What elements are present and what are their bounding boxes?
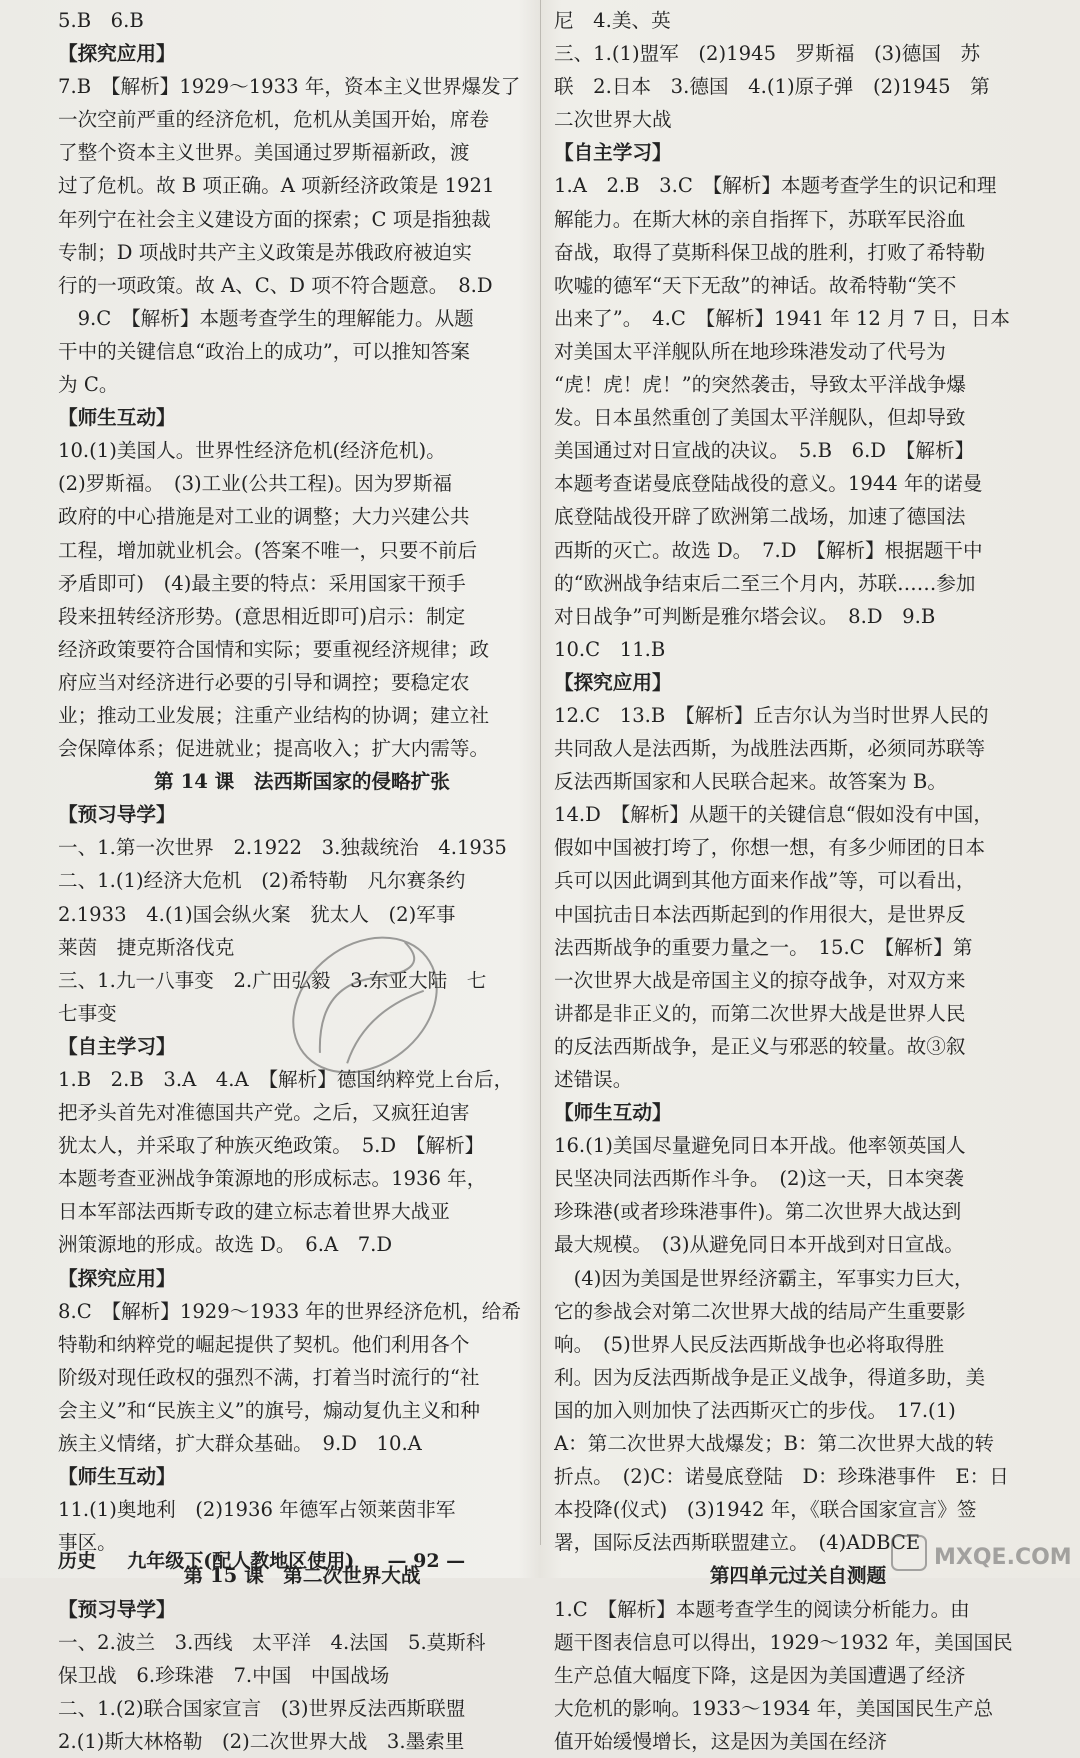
text-line: 14.D 【解析】从题干的关键信息“假如没有中国，	[554, 803, 993, 827]
svg-text:MXQE.COM: MXQE.COM	[934, 1545, 1072, 1570]
text-line: 解能力。在斯大林的亲自指挥下，苏联军民浴血	[554, 207, 966, 231]
text-line: 经济政策要符合国情和实际；要重视经济规律；政	[58, 637, 490, 661]
text-line: 对日战争”可判断是雅尔塔会议。 8.D 9.B	[554, 604, 936, 628]
text-line: 一次空前严重的经济危机，危机从美国开始，席卷	[58, 108, 490, 132]
text-line: 特勒和纳粹党的崛起提供了契机。他们利用各个	[58, 1332, 470, 1356]
text-line: 题干图表信息可以得出，1929～1932 年，美国国民	[554, 1630, 1013, 1654]
text-line: 第 15 课 第二次世界大战	[183, 1564, 421, 1588]
text-line: 5.B 6.B	[58, 9, 144, 32]
text-line: 二、1.(2)联合国家宣言 (3)世界反法西斯联盟	[58, 1696, 466, 1720]
page-number: — 92 —	[387, 1550, 466, 1572]
text-line: 假如中国被打垮了，你想一想，有多少师团的日本	[554, 836, 986, 860]
text-line: 日本军部法西斯专政的建立标志着世界大战亚	[58, 1200, 450, 1224]
text-line: 11.(1)奥地利 (2)1936 年德军占领莱茵非军	[58, 1498, 456, 1522]
text-line: 尼 4.美、英	[554, 9, 671, 32]
text-line: (2)罗斯福。 (3)工业(公共工程)。因为罗斯福	[58, 472, 453, 496]
text-line: 把矛头首先对准德国共产党。之后，又疯狂迫害	[58, 1101, 470, 1125]
text-line: 兵可以因此调到其他方面来作战”等，可以看出，	[554, 869, 976, 893]
text-line: 【自主学习】	[58, 1034, 176, 1058]
text-line: 本题考查亚洲战争策源地的形成标志。1936 年，	[58, 1167, 487, 1191]
text-line: 响。 (5)世界人民反法西斯战争也必将取得胜	[554, 1332, 945, 1356]
text-line: 【探究应用】	[58, 42, 176, 66]
text-line: 西斯的灭亡。故选 D。 7.D 【解析】根据题干中	[554, 538, 983, 562]
text-line: 发。日本虽然重创了美国太平洋舰队，但却导致	[554, 406, 966, 430]
text-line: 第 14 课 法西斯国家的侵略扩张	[154, 770, 450, 794]
text-line: 行的一项政策。故 A、C、D 项不符合题意。 8.D	[58, 273, 493, 297]
text-line: 【探究应用】	[554, 670, 672, 694]
text-line: 政府的中心措施是对工业的调整；大力兴建公共	[58, 505, 470, 529]
text-line: 利。因为反法西斯战争是正义战争，得道多助，美	[554, 1365, 986, 1389]
text-line: 干中的关键信息“政治上的成功”，可以推知答案	[58, 339, 470, 363]
text-line: 1.C 【解析】本题考查学生的阅读分析能力。由	[554, 1597, 970, 1621]
text-line: 奋战，取得了莫斯科保卫战的胜利，打败了希特勒	[554, 240, 986, 264]
text-line: 第四单元过关自测题	[709, 1564, 887, 1588]
text-line: 会主义”和“民族主义”的旗号，煽动复仇主义和种	[58, 1398, 480, 1422]
text-line: 折点。 (2)C：诺曼底登陆 D：珍珠港事件 E：日	[554, 1465, 1009, 1489]
text-line: 矛盾即可) (4)最主要的特点：采用国家干预手	[58, 571, 466, 595]
footer-subject: 历史	[58, 1550, 97, 1572]
text-line: 对美国太平洋舰队所在地珍珠港发动了代号为	[554, 339, 946, 363]
text-line: 的“欧洲战争结束后二至三个月内，苏联……参加	[554, 571, 976, 595]
text-line: 生产总值大幅度下降，这是因为美国遭遇了经济	[554, 1663, 966, 1687]
text-line: 共同敌人是法西斯，为战胜法西斯，必须同苏联等	[554, 737, 986, 761]
text-line: 【自主学习】	[554, 141, 672, 165]
text-line: 国的加入则加快了法西斯灭亡的步伐。 17.(1)	[554, 1398, 956, 1422]
text-line: 过了危机。故 B 项正确。A 项新经济政策是 1921	[58, 174, 495, 198]
text-line: 出来了”。 4.C 【解析】1941 年 12 月 7 日，日本	[554, 306, 1011, 330]
text-line: 阶级对现任政权的强烈不满，打着当时流行的“社	[58, 1365, 480, 1389]
text-line: (4)因为美国是世界经济霸主，军事实力巨大，	[554, 1266, 974, 1290]
text-line: 莱茵 捷克斯洛伐克	[58, 935, 235, 959]
text-line: 会保障体系；促进就业；提高收入；扩大内需等。	[58, 737, 490, 761]
text-line: 最大规模。 (3)从避免同日本开战到对日宣战。	[554, 1233, 964, 1257]
text-line: 民坚决同法西斯作斗争。 (2)这一天，日本突袭	[554, 1167, 964, 1191]
text-line: 工程，增加就业机会。(答案不唯一，只要不前后	[58, 538, 478, 562]
text-line: 8.C 【解析】1929～1933 年的世界经济危机，给希	[58, 1299, 521, 1323]
text-line: 9.C 【解析】本题考查学生的理解能力。从题	[58, 306, 474, 330]
text-line: 一、2.波兰 3.西线 太平洋 4.法国 5.莫斯科	[58, 1630, 486, 1654]
text-line: 底登陆战役开辟了欧洲第二战场，加速了德国法	[554, 505, 966, 529]
text-line: 犹太人，并采取了种族灭绝政策。 5.D 【解析】	[58, 1134, 485, 1158]
text-line: 法西斯战争的重要力量之一。 15.C 【解析】第	[554, 935, 973, 959]
text-line: A：第二次世界大战爆发；B：第二次世界大战的转	[554, 1432, 995, 1456]
text-line: 大危机的影响。1933～1934 年，美国国民生产总	[554, 1696, 994, 1720]
text-line: 的反法西斯战争，是正义与邪恶的较量。故③叙	[554, 1034, 966, 1058]
footer-grade: 九年级下(配人教地区使用)	[127, 1550, 355, 1572]
text-line: 2.(1)斯大林格勒 (2)二次世界大战 3.墨索里	[58, 1729, 465, 1753]
text-line: 保卫战 6.珍珠港 7.中国 中国战场	[58, 1663, 390, 1687]
text-line: 1.B 2.B 3.A 4.A 【解析】德国纳粹党上台后，	[58, 1068, 514, 1091]
text-line: 【预习导学】	[58, 1597, 176, 1621]
text-line: 2.1933 4.(1)国会纵火案 犹太人 (2)军事	[58, 902, 456, 926]
text-line: 业；推动工业发展；注重产业结构的协调；建立社	[58, 703, 490, 727]
text-line: 段来扭转经济形势。(意思相近即可)启示：制定	[58, 604, 466, 628]
text-line: 一、1.第一次世界 2.1922 3.独裁统治 4.1935	[58, 836, 507, 860]
text-line: 年列宁在社会主义建设方面的探索；C 项是指独裁	[58, 207, 491, 231]
text-line: 为 C。	[58, 373, 119, 397]
text-line: 署，国际反法西斯联盟建立。 (4)ADBCE	[554, 1531, 921, 1555]
text-line: 10.C 11.B	[554, 637, 666, 661]
text-line: 一次世界大战是帝国主义的掠夺战争，对双方来	[554, 968, 966, 992]
text-line: 七事变	[58, 1001, 117, 1025]
text-line: 二、1.(1)经济大危机 (2)希特勒 凡尔赛条约	[58, 869, 466, 893]
text-line: 【探究应用】	[58, 1266, 176, 1290]
text-line: 述错误。	[554, 1068, 633, 1091]
text-line: 【预习导学】	[58, 803, 176, 827]
text-line: 10.(1)美国人。世界性经济危机(经济危机)。	[58, 439, 446, 463]
text-line: 了整个资本主义世界。美国通过罗斯福新政，渡	[58, 141, 470, 165]
text-line: 洲策源地的形成。故选 D。 6.A 7.D	[58, 1233, 393, 1257]
text-line: 1.A 2.B 3.C 【解析】本题考查学生的识记和理	[554, 174, 997, 198]
text-line: 珍珠港(或者珍珠港事件)。第二次世界大战达到	[554, 1200, 962, 1224]
text-line: 联 2.日本 3.德国 4.(1)原子弹 (2)1945 第	[554, 75, 990, 99]
text-line: 专制；D 项战时共产主义政策是苏俄政府被迫实	[58, 240, 472, 264]
text-line: 反法西斯国家和人民联合起来。故答案为 B。	[554, 770, 947, 794]
text-line: 【师生互动】	[58, 1465, 176, 1489]
text-line: 三、1.九一八事变 2.广田弘毅 3.东亚大陆 七	[58, 968, 487, 992]
text-line: 【师生互动】	[554, 1101, 672, 1125]
text-line: 族主义情绪，扩大群众基础。 9.D 10.A	[58, 1432, 422, 1456]
text-line: “虎！虎！虎！”的突然袭击，导致太平洋战争爆	[554, 373, 966, 397]
text-line: 美国通过对日宣战的决议。 5.B 6.D 【解析】	[554, 439, 975, 463]
text-line: 本投降(仪式) (3)1942 年，《联合国家宣言》签	[554, 1498, 977, 1522]
text-line: 12.C 13.B 【解析】丘吉尔认为当时世界人民的	[554, 703, 989, 727]
text-line: 7.B 【解析】1929～1933 年，资本主义世界爆发了	[58, 75, 521, 99]
text-line: 【师生互动】	[58, 406, 176, 430]
text-line: 二次世界大战	[554, 108, 672, 132]
text-line: 中国抗击日本法西斯起到的作用很大，是世界反	[554, 902, 966, 926]
text-line: 事区。	[58, 1531, 117, 1555]
text-line: 吹嘘的德军“天下无敌”的神话。故希特勒“笑不	[554, 273, 957, 297]
text-line: 它的参战会对第二次世界大战的结局产生重要影	[554, 1299, 966, 1323]
text-line: 16.(1)美国尽量避免同日本开战。他率领英国人	[554, 1134, 966, 1158]
page-footer	[58, 1546, 1018, 1573]
text-line: 本题考查诺曼底登陆战役的意义。1944 年的诺曼	[554, 472, 983, 496]
text-line: 府应当对经济进行必要的引导和调控；要稳定农	[58, 670, 470, 694]
text-line: 值开始缓慢增长，这是因为美国在经济	[554, 1729, 888, 1753]
left-column	[58, 4, 546, 1758]
text-line: 讲都是非正义的，而第二次世界大战是世界人民	[554, 1001, 966, 1025]
text-line: 三、1.(1)盟军 (2)1945 罗斯福 (3)德国 苏	[554, 42, 981, 66]
right-column	[554, 4, 1042, 1758]
watermark-logo	[890, 1530, 1075, 1574]
